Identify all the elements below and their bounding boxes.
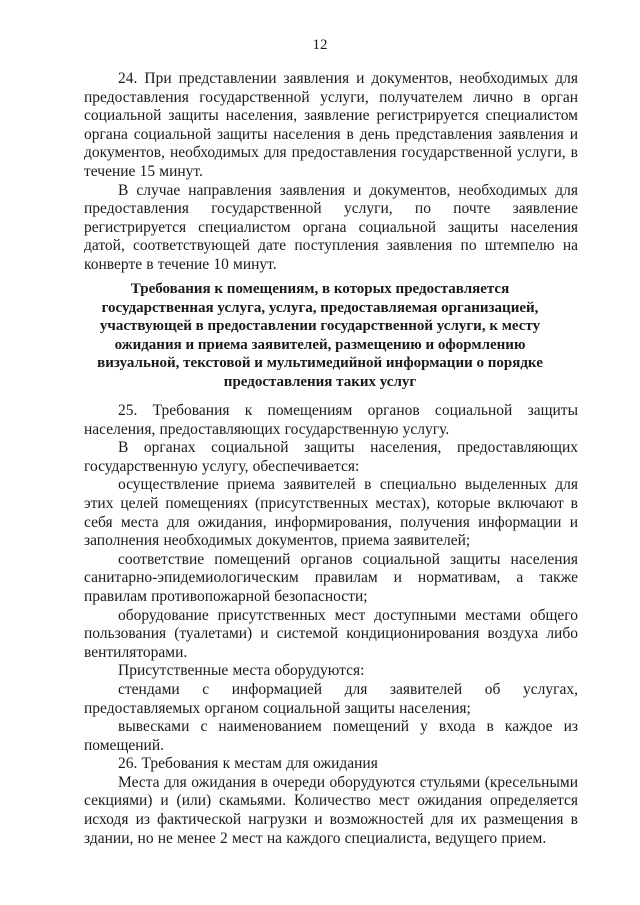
paragraph-26-title: 26. Требования к местам для ожидания — [118, 755, 378, 773]
paragraph-26-waiting-places: Места для ожидания в очереди оборудуются стульями (кресельными секциями) и (или) скамьями. Количество мест ожидания определяется исходя из фактической нагрузки и возможностей для их размещения в здании, но не менее 2 мест на каждого специалиста, ведущего прием. — [84, 773, 578, 847]
heading-line: ожидания и приема заявителей, размещению и оформлению — [114, 336, 526, 353]
sections-25-26 — [0, 402, 640, 848]
heading-line: государственная услуга, услуга, предоставляемая организацией, — [101, 299, 539, 316]
heading-line: Требования к помещениям, в которых предоставляется — [130, 281, 510, 297]
paragraph-25-equipment: оборудование присутственных мест доступными местами общего пользования (туалетами) и системой кондиционирования воздуха либо вентиляторами. — [84, 606, 578, 661]
paragraph-24-postal-submission: В случае направления заявления и документов, необходимых для предоставления государственной услуги, по почте заявление регистрируется специалистом органа социальной защиты населения датой, соответствующей дате поступления заявления по штемпелю на конверте в течение 10 минут. — [84, 181, 578, 273]
paragraph-24-personal-submission: 24. При представлении заявления и документов, необходимых для предоставления государственной услуги, получателем лично в орган социальной защиты населения, заявление регистрируется специалистом органа социальной защиты населения в день представления заявления и документов, необходимых для предоставления государственной услуги, в течение 15 минут. — [84, 70, 578, 180]
heading-line: визуальной, текстовой и мультимедийной информации о порядке — [97, 355, 543, 372]
paragraph-25-stands: стендами с информацией для заявителей об услугах, предоставляемых органом социальной защиты населения; — [84, 680, 578, 717]
paragraph-25-sanitary: соответствие помещений органов социальной защиты населения санитарно-эпидемиологическим правилам и нормативам, а также правилам противопожарной безопасности; — [84, 550, 578, 605]
section-24 — [0, 70, 640, 275]
paragraph-25-places-equipped: Присутственные места оборудуются: — [118, 662, 365, 680]
paragraph-25-intro: В органах социальной защиты населения, предоставляющих государственную услугу, обеспечивается: — [84, 439, 578, 475]
paragraph-25-reception: осуществление приема заявителей в специально выделенных для этих целей помещениях (присутственных местах), которые включают в себя места для ожидания, информирования, получения информации и заполнения необходимых документов, приема заявителей; — [84, 476, 578, 550]
section-heading — [0, 280, 640, 392]
page-number: 12 — [312, 37, 328, 53]
paragraph-25-signs: вывесками с наименованием помещений у входа в каждое из помещений. — [84, 718, 578, 754]
paragraph-25-title: 25. Требования к помещениям органов социальной защиты населения, предоставляющих государственную услугу. — [84, 402, 578, 438]
heading-line: участвующей в предоставлении государственной услуги, к месту — [99, 318, 541, 335]
heading-line: предоставления таких услуг — [223, 373, 417, 390]
